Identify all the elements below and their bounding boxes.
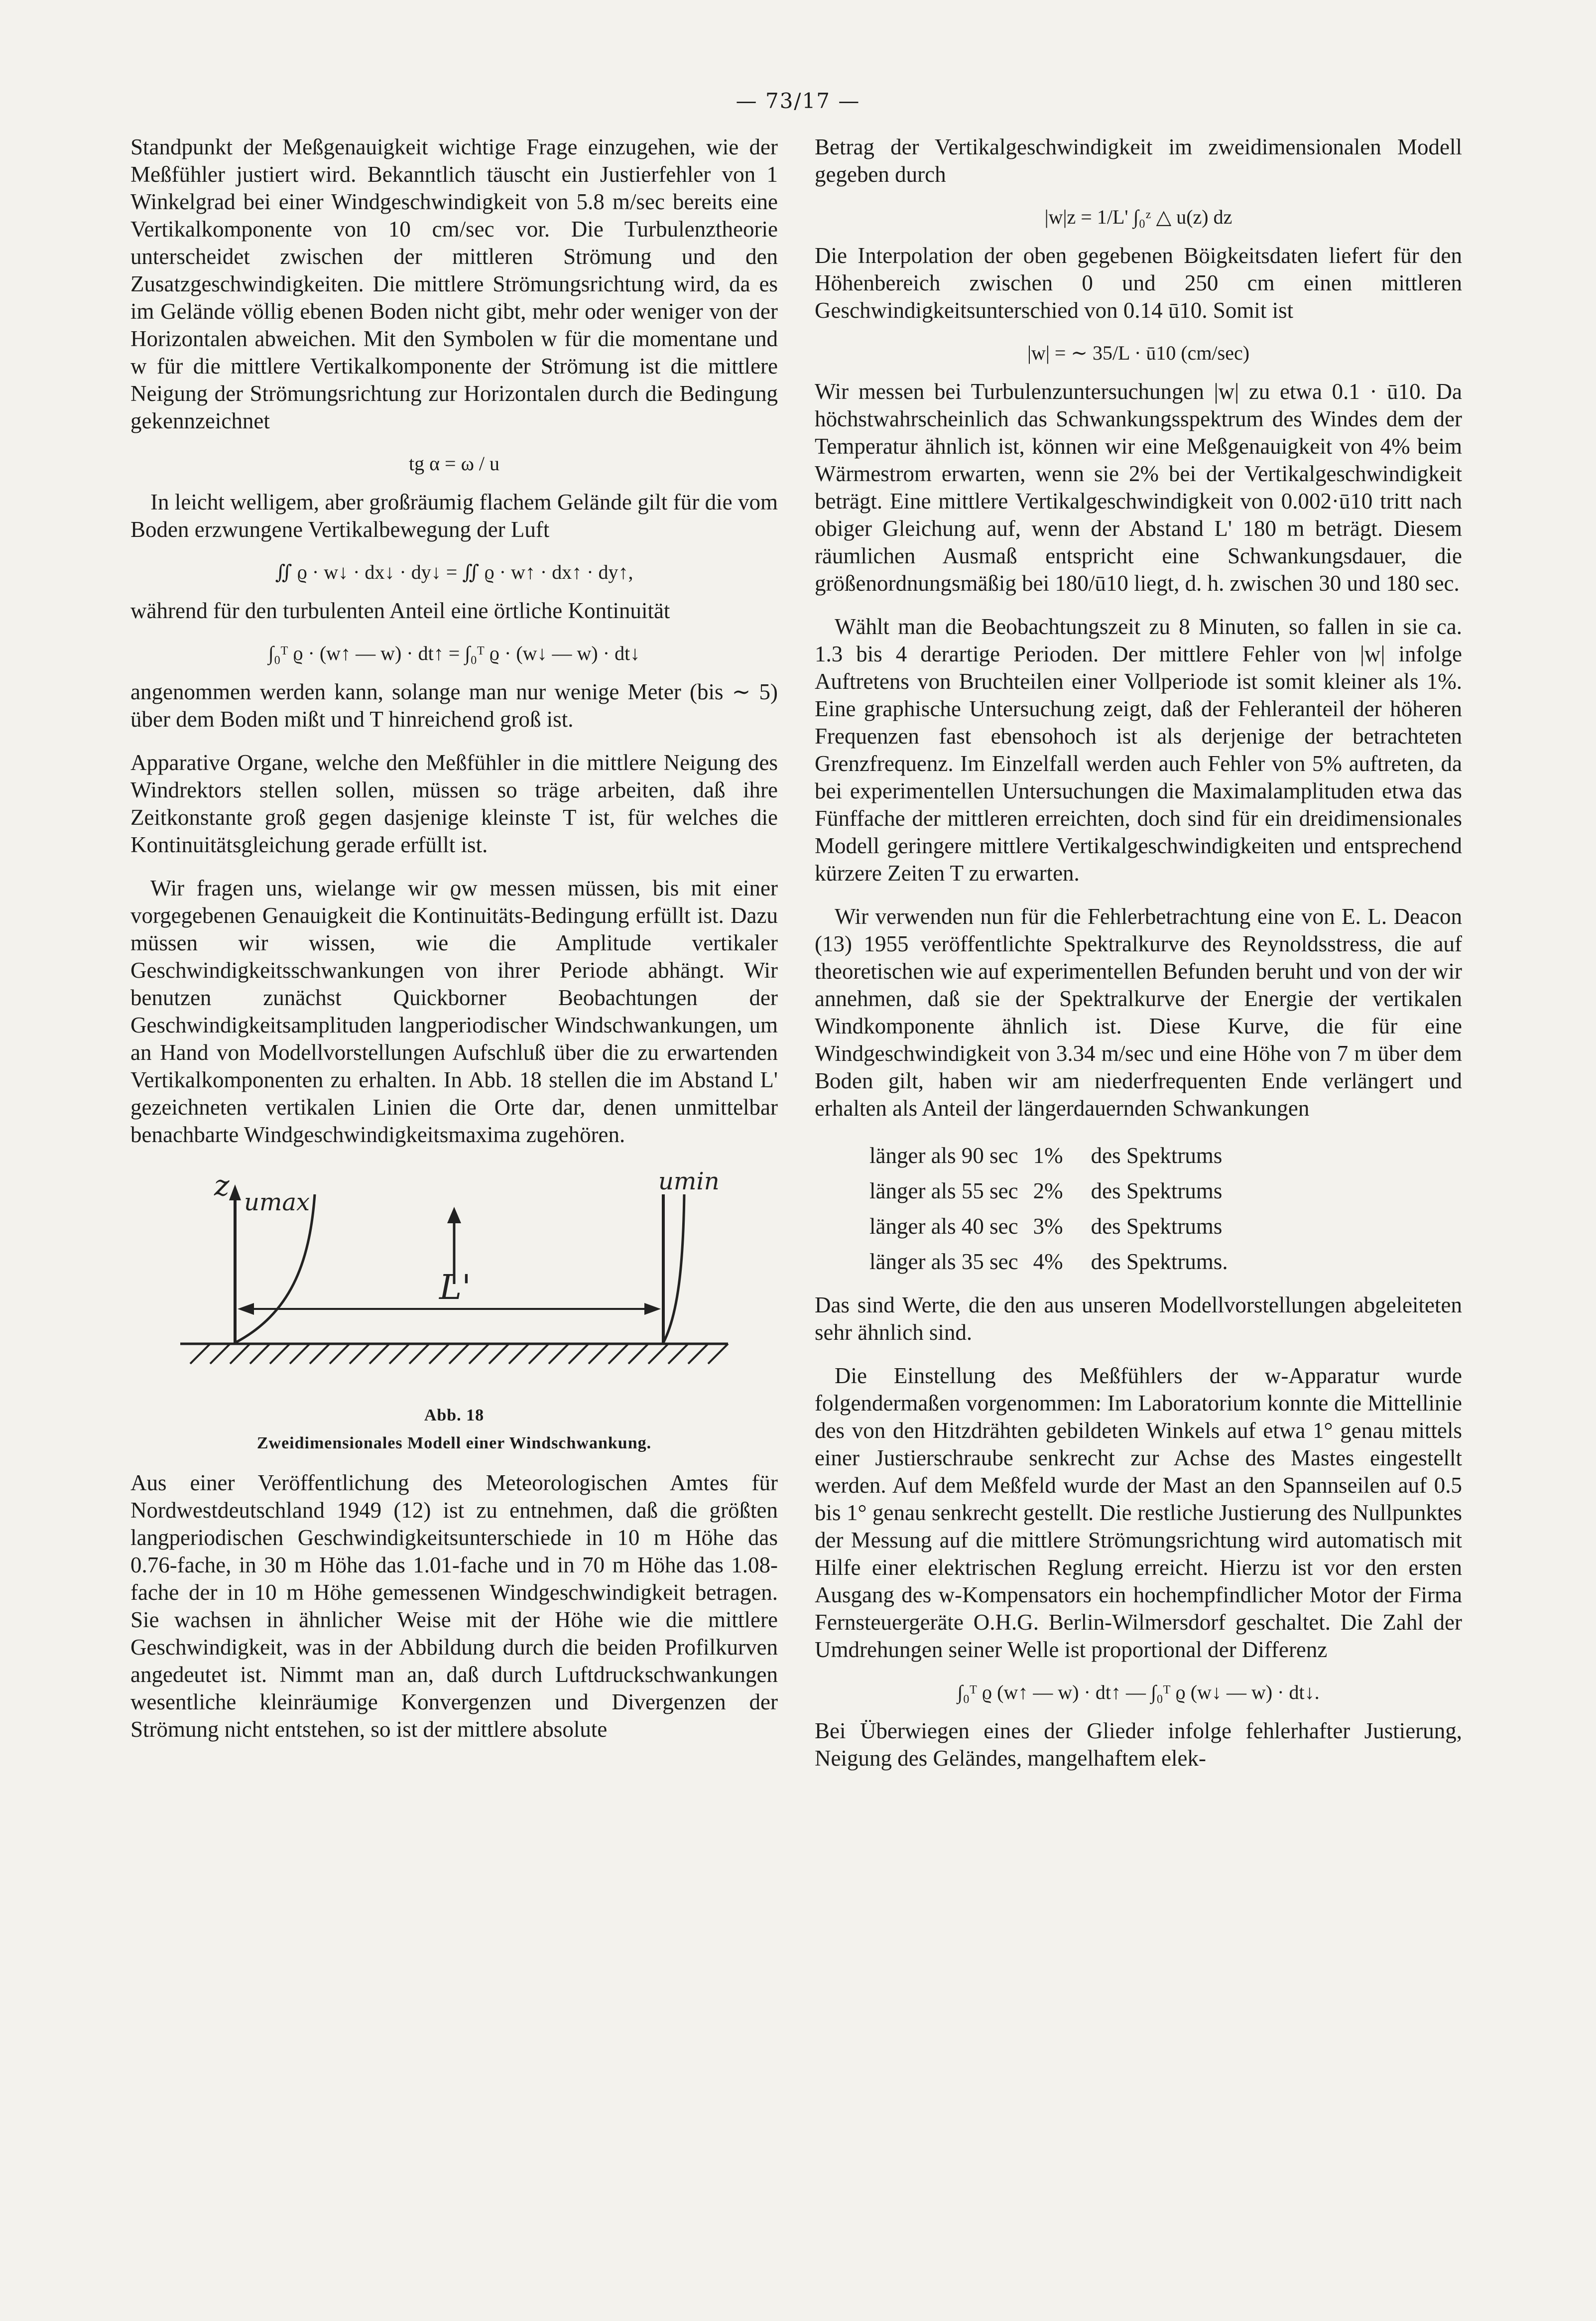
paragraph: Bei Überwiegen eines der Glieder infolge fehlerhafter Justierung, Neigung des Geländes, mangelhaftem elek- [815, 1718, 1462, 1771]
umin-profile-curve [663, 1194, 684, 1343]
paragraph: In leicht welligem, aber großräumig flachem Gelände gilt für die vom Boden erzwungene Vertikalbewegung der Luft [130, 490, 778, 542]
z-label: z [214, 1168, 230, 1202]
paragraph: Wir messen bei Turbulenzuntersuchungen |w| zu etwa 0.1 · ū10. Da höchstwahrscheinlich das Schwankungsspektrum des Windes dem der Temperatur ähnlich ist, können wir eine Meßgenauigkeit von 4% beim Wärmestrom erwarten, wenn sie 2% bei der Vertikalgeschwindigkeit beträgt. Eine mittlere Vertikalgeschwindigkeit von 0.002·ū10 tritt nach obiger Gleichung auf, wenn der Abstand L' 180 m beträgt. Diesem räumlichen Ausmaß entspricht eine Schwankungsdauer, die größenordnungsmäßig bei 180/ū10 liegt, d. h. zwischen 30 und 180 sec. [815, 379, 1462, 596]
table-cell: 1% [1033, 1143, 1063, 1168]
table-cell: des Spektrums [1091, 1214, 1223, 1239]
table-cell: länger als 90 sec [869, 1143, 1018, 1168]
table-cell: länger als 55 sec [869, 1178, 1018, 1203]
paragraph: Standpunkt der Meßgenauigkeit wichtige Frage einzugehen, wie der Meßfühler justiert wird. Bekanntlich täuscht ein Justierfehler von 1 Winkelgrad bei einer Windgeschwindigkeit von 5.8 m/sec bereits eine Vertikalkomponente von 10 cm/sec vor. Die Turbulenztheorie unterscheidet zwischen der mittleren Strömung und den Zusatzgeschwindigkeiten. Die mittlere Strömungsrichtung wird, da es im Gelände völlig ebenen Boden nicht gibt, mehr oder weniger von der Horizontalen abweichen. Mit den Symbolen w für die momentane und w für die mittlere Vertikalkomponente der Strömung ist die mittlere Neigung der Strömungsrichtung zur Horizontalen durch die Bedingung gekennzeichnet [130, 134, 778, 433]
table-cell: des Spektrums [1091, 1143, 1223, 1168]
table-cell: 2% [1033, 1178, 1063, 1203]
umax-profile-curve [235, 1194, 315, 1343]
table-cell: 4% [1033, 1249, 1063, 1274]
equation-tg-alpha: tg α = ω / u [408, 452, 500, 475]
paragraph: während für den turbulenten Anteil eine örtliche Kontinuität [130, 598, 670, 623]
equation-mean-vertical-velocity: |w|z = 1/L' ∫₀ᶻ △ u(z) dz [1044, 206, 1232, 228]
up-arrow-icon [447, 1207, 461, 1223]
equation-w-estimate: |w| = ∼ 35/L · ū10 (cm/sec) [1027, 342, 1250, 364]
left-arrowhead-icon [238, 1303, 254, 1315]
figure-caption-title: Zweidimensionales Modell einer Windschwankung. [256, 1434, 652, 1452]
paragraph: Wählt man die Beobachtungszeit zu 8 Minuten, so fallen in sie ca. 1.3 bis 4 derartige Perioden. Der mittlere Fehler von |w| infolge Auftretens von Bruchteilen einer Vollperiode ist somit kleiner als 1%. Eine graphische Untersuchung zeigt, daß der Fehleranteil der höheren Frequenzen fast ebensohoch ist als derjenige der betrachteten Grenzfrequenz. Im Einzelfall werden auch Fehler von 5% auftreten, da bei experimentellen Untersuchungen die Maximalamplituden etwa das Fünffache der mittleren erreichten, doch sind für ein dreidimensionales Modell geringere mittlere Vertikalgeschwindigkeiten und entsprechend kürzere Zeiten T zu erwarten. [815, 614, 1462, 886]
right-column [815, 133, 1462, 1788]
table-row [869, 1138, 1243, 1173]
umin-label: umin [658, 1167, 720, 1195]
table-cell: des Spektrums. [1091, 1249, 1228, 1274]
wind-model-diagram [160, 1164, 748, 1399]
umax-label: umax [244, 1188, 310, 1216]
spectrum-table [869, 1138, 1243, 1280]
figure-caption-number: Abb. 18 [424, 1406, 485, 1424]
paragraph: Das sind Werte, die den aus unseren Modellvorstellungen abgeleiteten sehr ähnlich sind. [815, 1292, 1462, 1345]
table-row [869, 1244, 1243, 1280]
ground-hatching [190, 1344, 728, 1364]
table-cell: länger als 35 sec [869, 1249, 1018, 1274]
table-row [869, 1209, 1243, 1244]
right-arrowhead-icon [644, 1303, 661, 1315]
distance-label: L' [439, 1268, 471, 1307]
paragraph: Wir fragen uns, wielange wir ϱw messen müssen, bis mit einer vorgegebenen Genauigkeit die Kontinuitäts-Bedingung erfüllt ist. Dazu müssen wir wissen, wie die Amplitude vertikaler Geschwindigkeitsschwankungen von ihrer Periode abhängt. Wir benutzen zunächst Quickborner Beobachtungen der Geschwindigkeitsamplituden langperiodischer Windschwankungen, um an Hand von Modellvorstellungen Aufschluß über die zu erwartenden Vertikalkomponenten zu erhalten. In Abb. 18 stellen die im Abstand L' gezeichneten vertikalen Linien die Orte dar, denen unmittelbar benachbarte Windgeschwindigkeitsmaxima zugehören. [130, 876, 778, 1147]
table-row [869, 1173, 1243, 1209]
table-cell: 3% [1033, 1214, 1063, 1239]
table-cell: länger als 40 sec [869, 1214, 1018, 1239]
page-number: — 73/17 — [736, 89, 860, 113]
z-arrow-icon [229, 1184, 241, 1200]
table-cell: des Spektrums [1091, 1178, 1223, 1203]
paragraph: angenommen werden kann, solange man nur wenige Meter (bis ∼ 5) über dem Boden mißt und T hinreichend groß ist. [130, 679, 778, 732]
equation-local-continuity: ∫₀ᵀ ϱ · (w↑ — w) · dt↑ = ∫₀ᵀ ϱ · (w↓ — w) · dt↓ [268, 642, 640, 664]
equation-continuity-double-integral: ∬ ϱ · w↓ · dx↓ · dy↓ = ∬ ϱ · w↑ · dx↑ · dy↑, [275, 561, 633, 583]
paragraph: Die Interpolation der oben gegebenen Böigkeitsdaten liefert für den Höhenbereich zwischen 0 und 250 cm einen mittleren Geschwindigkeitsunterschied von 0.14 ū10. Somit ist [815, 243, 1462, 323]
paragraph: Wir verwenden nun für die Fehlerbetrachtung eine von E. L. Deacon (13) 1955 veröffentlichte Spektralkurve des Reynoldsstress, die auf theoretischen wie auf experimentellen Befunden beruht und von der wir annehmen, daß sie der Spektralkurve der Energie der vertikalen Windkomponente ähnlich ist. Diese Kurve, die für eine Windgeschwindigkeit von 3.34 m/sec und eine Höhe von 7 m über dem Boden gilt, haben wir am niederfrequenten Ende verlängert und erhalten als Anteil der längerdauernden Schwankungen [815, 904, 1462, 1121]
equation-motor-difference: ∫₀ᵀ ϱ (w↑ — w) · dt↑ — ∫₀ᵀ ϱ (w↓ — w) · dt↓. [957, 1681, 1320, 1703]
paragraph: Aus einer Veröffentlichung des Meteorologischen Amtes für Nordwestdeutschland 1949 (12) ist zu entnehmen, daß die größten langperiodischen Geschwindigkeitsunterschiede in 10 m Höhe das 0.76-fache, in 30 m Höhe das 1.01-fache und in 70 m Höhe das 1.08-fache der in 10 m Höhe gemessenen Windgeschwindigkeit betragen. Sie wachsen in ähnlicher Weise mit der Höhe wie die mittlere Geschwindigkeit, was in der Abbildung durch die beiden Profilkurven angedeutet ist. Nimmt man an, daß durch Luftdruckschwankungen wesentliche kleinräumige Konvergenzen und Divergenzen der Strömung nicht entstehen, so ist der mittlere absolute [130, 1470, 778, 1742]
figure-18 [130, 1164, 778, 1454]
left-column [130, 133, 778, 1759]
paragraph: Betrag der Vertikalgeschwindigkeit im zweidimensionalen Modell gegeben durch [815, 134, 1462, 187]
paragraph: Die Einstellung des Meßfühlers der w-Apparatur wurde folgendermaßen vorgenommen: Im Laboratorium konnte die Mittellinie des von den Hitzdrähten gebildeten Winkels auf etwa 1° genau mittels einer Justierschraube senkrecht zur Achse des Mastes eingestellt werden. Auf dem Meßfeld wurde der Mast an den Spannseilen auf 0.5 bis 1° genau senkrecht gestellt. Die restliche Justierung des Nullpunktes der Messung auf die mittlere Strömungsrichtung wird automatisch mit Hilfe einer elektrischen Reglung erreicht. Hierzu ist vor den ersten Ausgang des w-Kompensators ein hochempfindlicher Motor der Firma Fernsteuergeräte O.H.G. Berlin-Wilmersdorf geschaltet. Die Zahl der Umdrehungen seiner Welle ist proportional der Differenz [815, 1363, 1462, 1662]
paragraph: Apparative Organe, welche den Meßfühler in die mittlere Neigung des Windrektors stellen sollen, müssen so träge arbeiten, daß ihre Zeitkonstante groß gegen dasjenige kleinste T ist, für welches die Kontinuitätsgleichung gerade erfüllt ist. [130, 750, 778, 857]
